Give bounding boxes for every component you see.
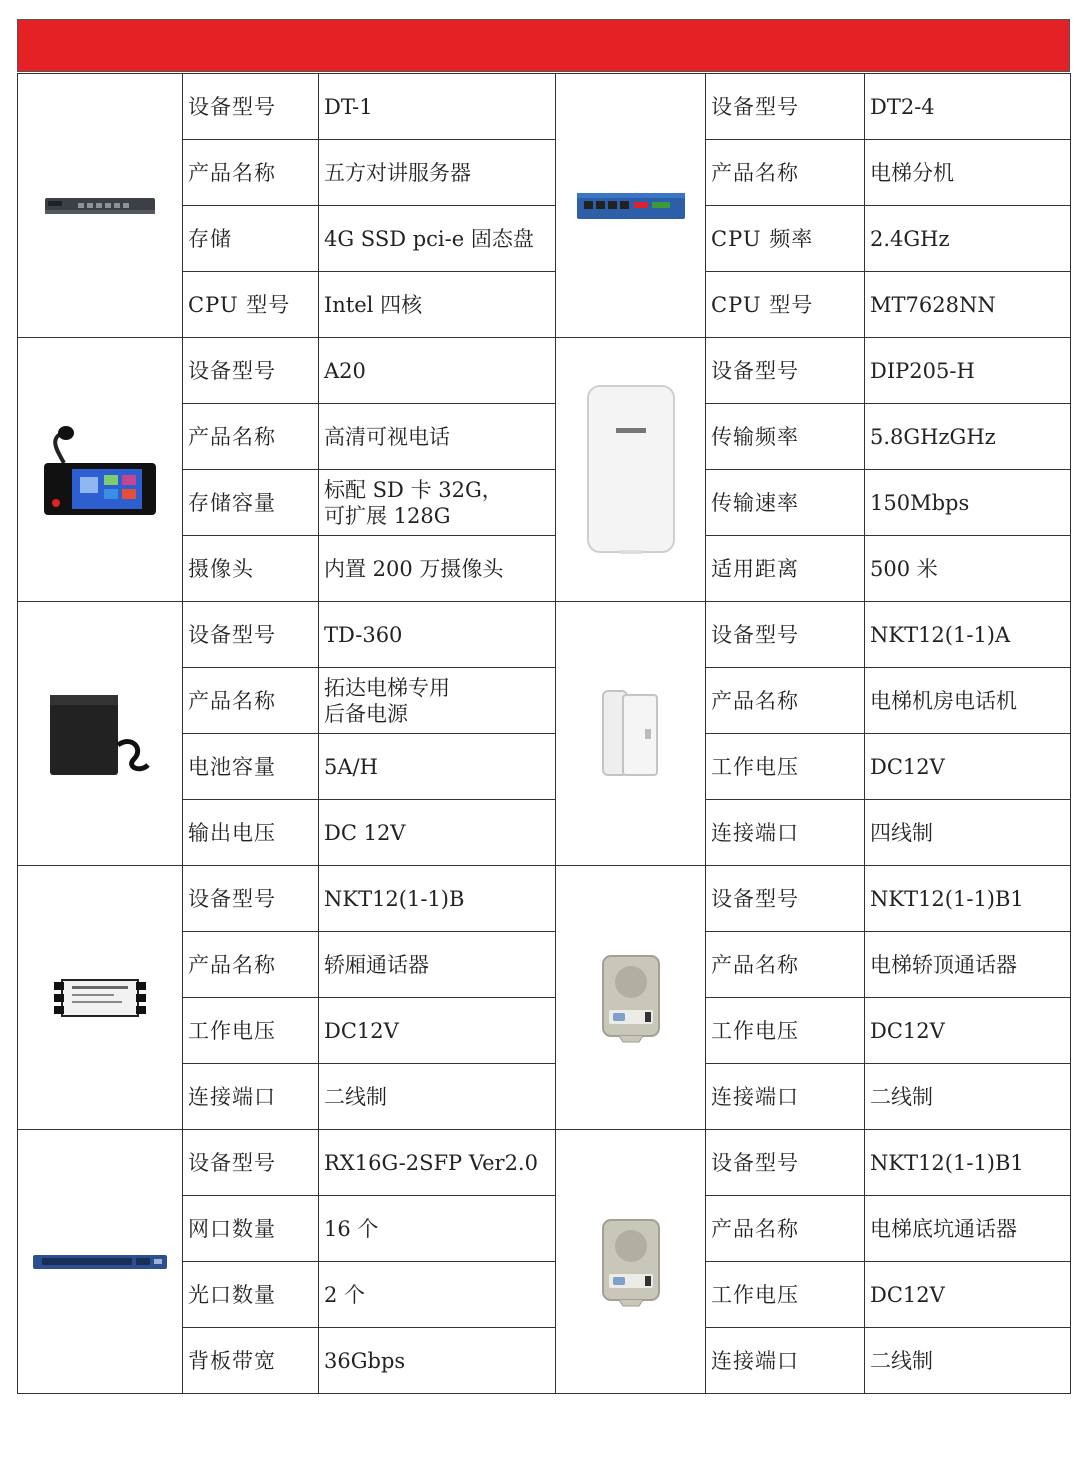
spec-label: 设备型号 <box>183 74 319 140</box>
spec-value: 高清可视电话 <box>319 404 556 470</box>
spec-value: 36Gbps <box>319 1328 556 1394</box>
spec-value: RX16G-2SFP Ver2.0 <box>319 1130 556 1196</box>
spec-value: 轿厢通话器 <box>319 932 556 998</box>
spec-label: 连接端口 <box>183 1064 319 1130</box>
spec-value: 2 个 <box>319 1262 556 1328</box>
product-image-cell <box>556 866 706 1130</box>
spec-value: 五方对讲服务器 <box>319 140 556 206</box>
spec-value: 16 个 <box>319 1196 556 1262</box>
spec-label: 产品名称 <box>706 668 865 734</box>
spec-value: 500 米 <box>865 536 1071 602</box>
product-image-cell <box>18 602 183 866</box>
spec-value: NKT12(1-1)B <box>319 866 556 932</box>
spec-label: 存储 <box>183 206 319 272</box>
spec-label: 设备型号 <box>706 338 865 404</box>
spec-label: 产品名称 <box>183 404 319 470</box>
spec-label: 产品名称 <box>183 140 319 206</box>
spec-value: 电梯底坑通话器 <box>865 1196 1071 1262</box>
product-image-cell <box>556 1130 706 1394</box>
spec-label: 存储容量 <box>183 470 319 536</box>
product-image-cell <box>556 338 706 602</box>
spec-value: DC 12V <box>319 800 556 866</box>
car-top-intercom-icon <box>556 952 705 1044</box>
elevator-extension-box-icon <box>556 191 705 221</box>
spec-value: DIP205-H <box>865 338 1071 404</box>
spec-value: 2.4GHz <box>865 206 1071 272</box>
spec-label: 产品名称 <box>706 140 865 206</box>
spec-value: 二线制 <box>865 1064 1071 1130</box>
table-row <box>18 338 1071 404</box>
spec-label: 网口数量 <box>183 1196 319 1262</box>
spec-value: TD-360 <box>319 602 556 668</box>
server-rack-icon <box>18 195 182 217</box>
spec-value: 标配 SD 卡 32G， 可扩展 128G <box>319 470 556 536</box>
spec-label: 工作电压 <box>706 1262 865 1328</box>
table-row <box>18 1130 1071 1196</box>
spec-value: 电梯机房电话机 <box>865 668 1071 734</box>
pit-intercom-icon <box>556 1216 705 1308</box>
spec-value: 四线制 <box>865 800 1071 866</box>
spec-value: 150Mbps <box>865 470 1071 536</box>
spec-label: 传输速率 <box>706 470 865 536</box>
spec-label: 产品名称 <box>706 932 865 998</box>
spec-value: A20 <box>319 338 556 404</box>
spec-label: 连接端口 <box>706 1064 865 1130</box>
table-row <box>18 74 1071 140</box>
table-row <box>18 602 1071 668</box>
spec-label: CPU 频率 <box>706 206 865 272</box>
spec-label: 电池容量 <box>183 734 319 800</box>
spec-label: 摄像头 <box>183 536 319 602</box>
spec-label: 设备型号 <box>183 866 319 932</box>
spec-value: NKT12(1-1)A <box>865 602 1071 668</box>
spec-value: MT7628NN <box>865 272 1071 338</box>
spec-label: 背板带宽 <box>183 1328 319 1394</box>
spec-label: 连接端口 <box>706 800 865 866</box>
spec-label: 设备型号 <box>183 338 319 404</box>
spec-label: 设备型号 <box>706 74 865 140</box>
network-switch-icon <box>18 1253 182 1271</box>
spec-label: 设备型号 <box>706 1130 865 1196</box>
spec-value: DT2-4 <box>865 74 1071 140</box>
spec-label: 产品名称 <box>183 932 319 998</box>
spec-value: 内置 200 万摄像头 <box>319 536 556 602</box>
spec-value: 电梯分机 <box>865 140 1071 206</box>
spec-label: 产品名称 <box>183 668 319 734</box>
spec-label: 适用距离 <box>706 536 865 602</box>
product-image-cell <box>18 338 183 602</box>
spec-label: 产品名称 <box>706 1196 865 1262</box>
spec-label: 光口数量 <box>183 1262 319 1328</box>
spec-label: 设备型号 <box>183 1130 319 1196</box>
spec-label: 工作电压 <box>706 998 865 1064</box>
spec-label: CPU 型号 <box>183 272 319 338</box>
hd-video-phone-icon <box>18 423 182 517</box>
spec-value: 5.8GHzGHz <box>865 404 1071 470</box>
spec-label: 传输频率 <box>706 404 865 470</box>
spec-label: 连接端口 <box>706 1328 865 1394</box>
wireless-bridge-icon <box>556 384 705 556</box>
product-image-cell <box>18 74 183 338</box>
spec-label: 设备型号 <box>183 602 319 668</box>
product-image-cell <box>18 866 183 1130</box>
spec-value: 电梯轿顶通话器 <box>865 932 1071 998</box>
spec-value: NKT12(1-1)B1 <box>865 1130 1071 1196</box>
spec-value: DC12V <box>865 998 1071 1064</box>
spec-value: NKT12(1-1)B1 <box>865 866 1071 932</box>
product-image-cell <box>556 74 706 338</box>
spec-label: 工作电压 <box>183 998 319 1064</box>
spec-value: 5A/H <box>319 734 556 800</box>
backup-power-supply-icon <box>18 689 182 779</box>
machine-room-telephone-icon <box>556 689 705 779</box>
spec-label: 输出电压 <box>183 800 319 866</box>
spec-value: Intel 四核 <box>319 272 556 338</box>
header-bar <box>17 19 1070 72</box>
spec-label: 工作电压 <box>706 734 865 800</box>
spec-value: DC12V <box>865 734 1071 800</box>
spec-value: 二线制 <box>865 1328 1071 1394</box>
spec-value: DT-1 <box>319 74 556 140</box>
spec-label: 设备型号 <box>706 866 865 932</box>
spec-label: 设备型号 <box>706 602 865 668</box>
spec-value: 拓达电梯专用 后备电源 <box>319 668 556 734</box>
car-intercom-module-icon <box>18 974 182 1022</box>
table-row <box>18 866 1071 932</box>
spec-value: 二线制 <box>319 1064 556 1130</box>
spec-label: CPU 型号 <box>706 272 865 338</box>
spec-value: DC12V <box>319 998 556 1064</box>
spec-value: 4G SSD pci-e 固态盘 <box>319 206 556 272</box>
product-image-cell <box>556 602 706 866</box>
spec-table <box>17 73 1071 1394</box>
product-image-cell <box>18 1130 183 1394</box>
spec-value: DC12V <box>865 1262 1071 1328</box>
